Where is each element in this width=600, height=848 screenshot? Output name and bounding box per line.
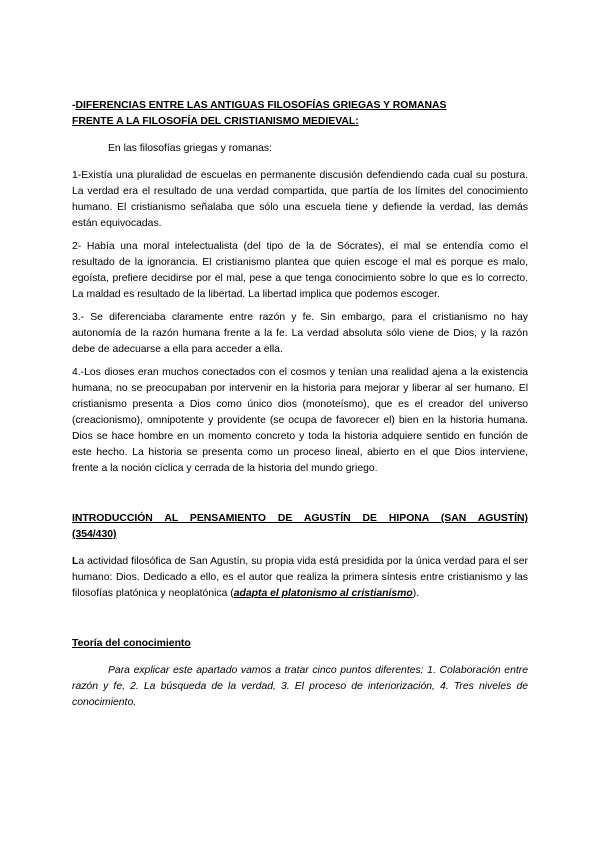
section-heading-differences <box>72 98 528 130</box>
point-4: 4.-Los dioses eran muchos conectados con el cosmos y tenían una realidad ajena a la existencia humana, no se preocupaban por intervenir en la historia para mejorar y liberar al ser humano. El cristianismo presenta a Dios como único dios (monoteísmo), que es el creador del universo (creacionismo), omnipotente y providente (se ocupa de favorecer el) bien en la historia humana. Dios se hace hombre en un momento concreto y toda la historia adquiere sentido en función de este hecho. La historia se presenta como un proceso lineal, abierto en el que Dios interviene, frente a la noción cíclica y cerrada de la historia del mundo griego. <box>72 367 528 474</box>
heading-line-1: DIFERENCIAS ENTRE LAS ANTIGUAS FILOSOFÍAS GRIEGAS Y ROMANAS <box>75 100 447 111</box>
heading-line-2: FRENTE A LA FILOSOFÍA DEL CRISTIANISMO MEDIEVAL: <box>72 116 359 127</box>
section-heading-theory: Teoría del conocimiento <box>72 638 191 649</box>
section-heading-agustin <box>72 511 528 527</box>
section-heading-agustin-dates <box>72 527 528 543</box>
document-body <box>72 98 528 711</box>
theory-paragraph: Para explicar este apartado vamos a tratar cinco puntos diferentes: 1. Colaboración entre razón y fe, 2. La búsqueda de la verdad, 3. El proceso de interiorización, 4. Tres niveles de conocimiento. <box>72 665 528 708</box>
drop-letter: L <box>72 556 79 567</box>
emphasis-phrase: adapta el platonismo al cristianismo <box>233 588 413 599</box>
point-3: 3.- Se diferenciaba claramente entre razón y fe. Sin embargo, para el cristianismo no hay autonomía de la razón humana frente a la fe. La verdad absoluta sólo viene de Dios, y la razón debe de adecuarse a ella para acceder a ella. <box>72 312 528 355</box>
point-2: 2- Había una moral intelectualista (del tipo de la de Sócrates), el mal se entendía como el resultado de la ignorancia. El cristianismo plantea que quien escoge el mal es porque es malo, egoísta, prefiere decidirse por el mal, pese a que tenga conocimiento sobre lo que es lo correcto. La maldad es resultado de la libertad. La libertad implica que podemos escoger. <box>72 241 528 300</box>
heading2-line-2: (354/430) <box>72 529 117 540</box>
point-1: 1-Existía una pluralidad de escuelas en permanente discusión defendiendo cada cual su postura. La verdad era el resultado de una verdad compartida, que partía de los límites del conocimiento humano. El cristianismo señalaba que sólo una escuela tiene y defiende la verdad, las demás están equivocadas. <box>72 170 528 229</box>
heading-prefix: - <box>72 100 76 111</box>
agustin-intro-paragraph <box>72 554 528 602</box>
intro-line: En las filosofías griegas y romanas: <box>108 143 273 154</box>
agustin-intro-text: a actividad filosófica de San Agustín, su propia vida está presidida por la única verdad para el ser humano: Dios. Dedicado a ello, es el autor que realiza la primera síntesis entre cristianismo y las filosofías platónica y neoplatónica ( <box>72 556 528 599</box>
heading2-line-1: INTRODUCCIÓN AL PENSAMIENTO DE AGUSTÍN DE HIPONA (SAN AGUSTÍN) <box>72 513 528 524</box>
agustin-intro-close: ). <box>412 588 420 599</box>
